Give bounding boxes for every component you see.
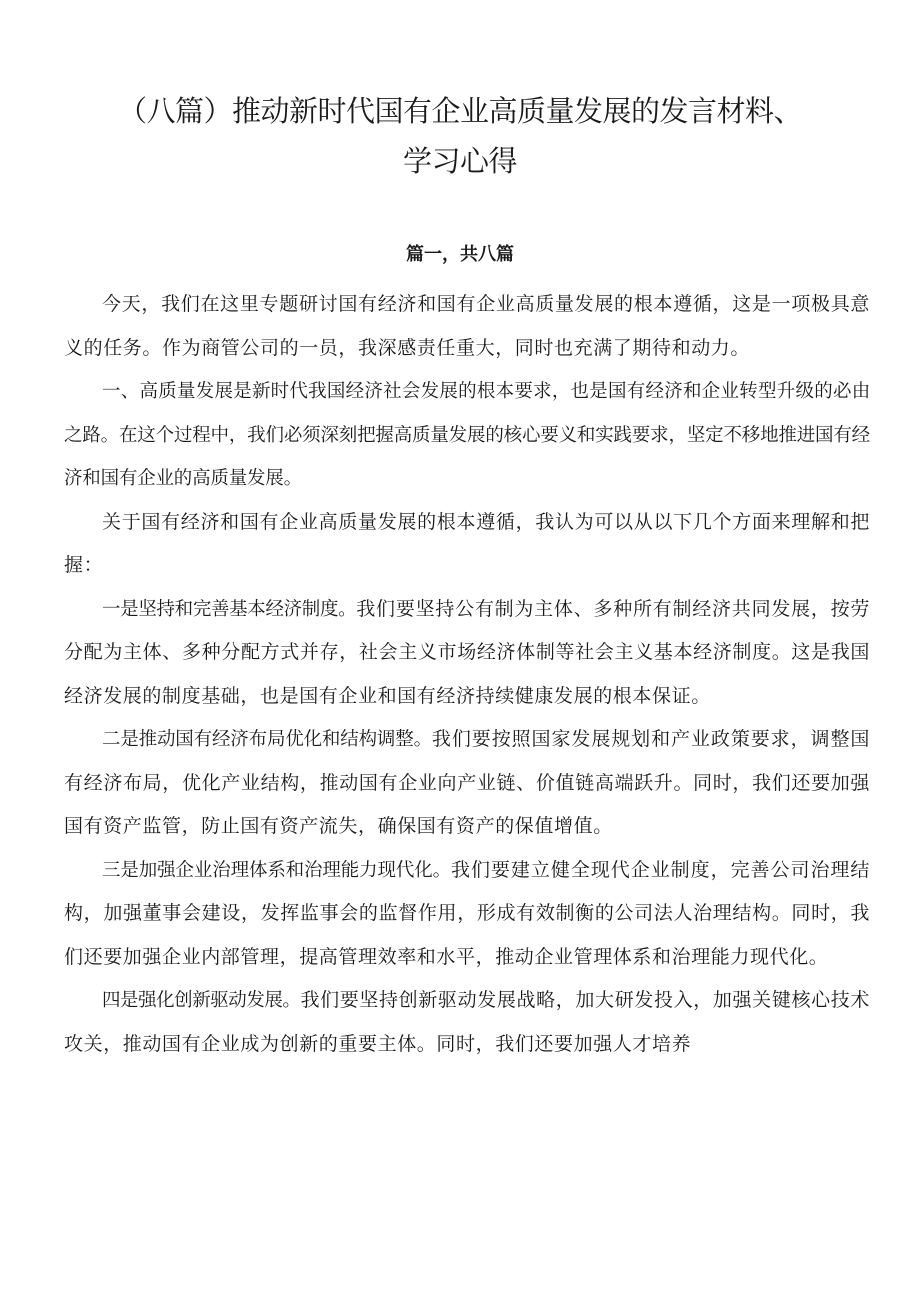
paragraph-text: 我们要坚持公有制为主体、多种所有制经济共同发展，按劳分配为主体、多种分配方式并存，社会主义市场经济体制等社会主义基本经济制度。这是我国经济发展的制度基础，也是国有企业和国有经济持续健康发展的根本保证。 — [64, 597, 870, 707]
paragraph-lead: 一是坚持和完善基本经济制度。 — [102, 598, 357, 620]
paragraph-item-3 — [64, 849, 870, 980]
paragraph-lead: 二是推动国有经济布局优化和结构调整。 — [102, 729, 432, 750]
paragraph-text: 关于国有经济和国有企业高质量发展的根本遵循，我认为可以从以下几个方面来理解和把握： — [64, 510, 870, 576]
paragraph-text: 我们要建立健全现代企业制度，完善公司治理结构，加强董事会建设，发挥监事会的监督作用，形成有效制衡的公司法人治理结构。同时，我们还要加强企业内部管理，提高管理效率和水平，推动企业管理体系和治理能力现代化。 — [64, 858, 870, 968]
paragraph-lead: 三是加强企业治理体系和治理能力现代化。 — [102, 859, 452, 881]
paragraph-item-1 — [64, 588, 870, 719]
paragraph-intro — [64, 283, 870, 370]
section-heading: 篇一，共八篇 — [406, 244, 514, 265]
paragraph-item-4 — [64, 979, 870, 1066]
document-title — [60, 86, 860, 186]
paragraph-text: 一、高质量发展是新时代我国经济社会发展的根本要求，也是国有经济和企业转型升级的必由之路。在这个过程中，我们必须深刻把握高质量发展的核心要义和实践要求，坚定不移地推进国有经济和国有企业的高质量发展。 — [64, 381, 870, 489]
paragraph-lead: 四是强化创新驱动发展。 — [102, 990, 301, 1011]
paragraph-text: 我们要按照国家发展规划和产业政策要求，调整国有经济布局，优化产业结构，推动国有企业向产业链、价值链高端跃升。同时，我们还要加强国有资产监管，防止国有资产流失，确保国有资产的保值增值。 — [64, 728, 870, 837]
paragraph-text: 我们要坚持创新驱动发展战略，加大研发投入，加强关键核心技术攻关，推动国有企业成为创新的重要主体。同时，我们还要加强人才培养 — [64, 989, 870, 1055]
document-body — [64, 283, 870, 1066]
document-title-line-2: 学习心得 — [402, 144, 517, 178]
paragraph-item-2 — [64, 718, 870, 849]
paragraph-understanding — [64, 501, 870, 588]
paragraph-point-one — [64, 370, 870, 501]
paragraph-text: 今天，我们在这里专题研讨国有经济和国有企业高质量发展的根本遵循，这是一项极具意义的任务。作为商管公司的一员，我深感责任重大，同时也充满了期待和动力。 — [64, 293, 870, 359]
document-title-line-1: （八篇）推动新时代国有企业高质量发展的发言材料、 — [117, 94, 802, 128]
